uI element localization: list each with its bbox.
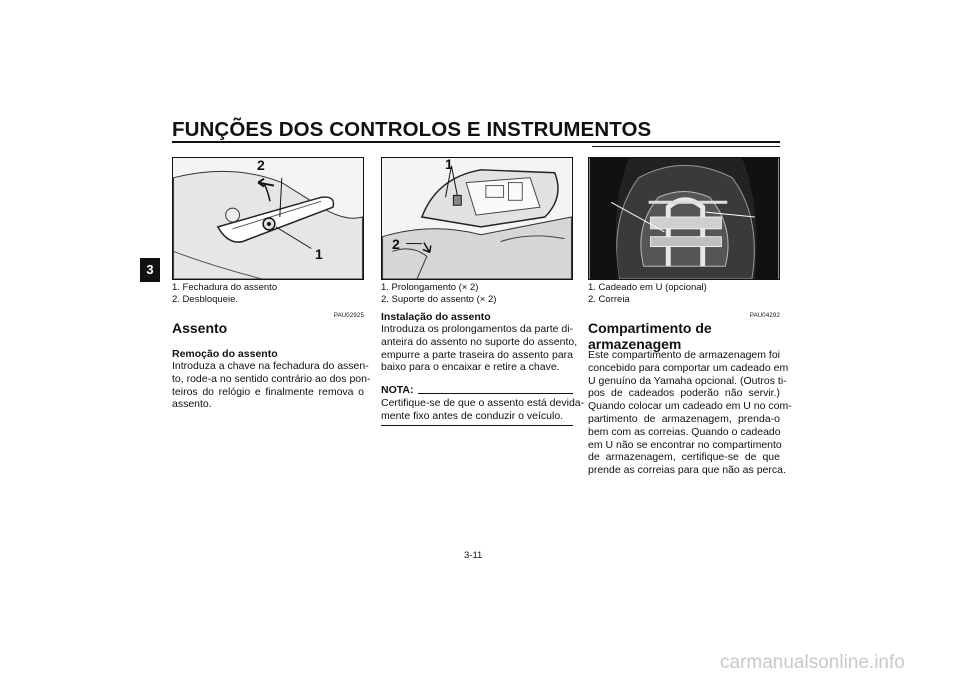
watermark: carmanualsonline.info (720, 652, 905, 673)
storage-compartment-photo (588, 157, 780, 280)
reference-code: PAU02925 (333, 313, 364, 319)
note-top-rule (418, 393, 573, 394)
figure-caption: 1. Prolongamento (× 2) 2. Suporte do assento (× 2) (381, 282, 497, 305)
callout-2: 2 (759, 210, 767, 226)
seat-underside-illustration (382, 158, 572, 279)
storage-instructions: Este compartimento de armazenagem foi concebido para comportar um cadeado em U genuíno da Yamaha opcional. (Outros ti- pos de cadeados poderão não servir.) Quando colocar um cadeado em U no com- partimento de armazenagem, prenda-o bem com as correias. Quando o cadeado em U não se encontrar no compartimento de armazenagem, certifique-se de que prende as correias para que não as perca. (588, 349, 792, 477)
note-label: NOTA: (381, 384, 414, 396)
callout-1: 1 (603, 190, 611, 206)
note-text: Certifique-se de que o assento está devida- mente fixo antes de conduzir o veículo. (381, 397, 585, 422)
figure-caption: 1. Fechadura do assento 2. Desbloqueie. (172, 282, 278, 305)
seat-lock-photo (172, 157, 364, 280)
callout-2: 2 (257, 157, 265, 173)
subsection-title-removal: Remoção do assento (172, 348, 278, 360)
header-rule (172, 141, 780, 143)
figure-caption: 1. Cadeado em U (opcional) 2. Correia (588, 282, 707, 305)
page-title: FUNÇÕES DOS CONTROLOS E INSTRUMENTOS (172, 118, 652, 141)
callout-1: 1 (315, 246, 323, 262)
section-title-assento: Assento (172, 320, 228, 336)
callout-1: 1 (445, 157, 453, 172)
note-bottom-rule (381, 425, 573, 426)
storage-compartment-illustration (589, 158, 779, 279)
chapter-tab: 3 (140, 258, 160, 282)
section-title-storage: Compartimento de armazenagem (588, 320, 712, 352)
installation-instructions: Introduza os prolongamentos da parte di- anteira do assento no suporte do assento, empurre a parte traseira do assento para baixo para o encaixar e retire a chave. (381, 323, 578, 374)
page-number: 3-11 (464, 550, 483, 561)
callout-2: 2 (392, 236, 400, 252)
header-rule-secondary (592, 146, 780, 147)
seat-lock-illustration (173, 158, 363, 279)
seat-installation-photo (381, 157, 573, 280)
reference-code: PAU04292 (749, 313, 780, 319)
removal-instructions: Introduza a chave na fechadura do assen- to, rode-a no sentido contrário ao dos pon- teiros do relógio e finalmente remova o assento. (172, 360, 371, 411)
subsection-title-installation: Instalação do assento (381, 311, 491, 323)
